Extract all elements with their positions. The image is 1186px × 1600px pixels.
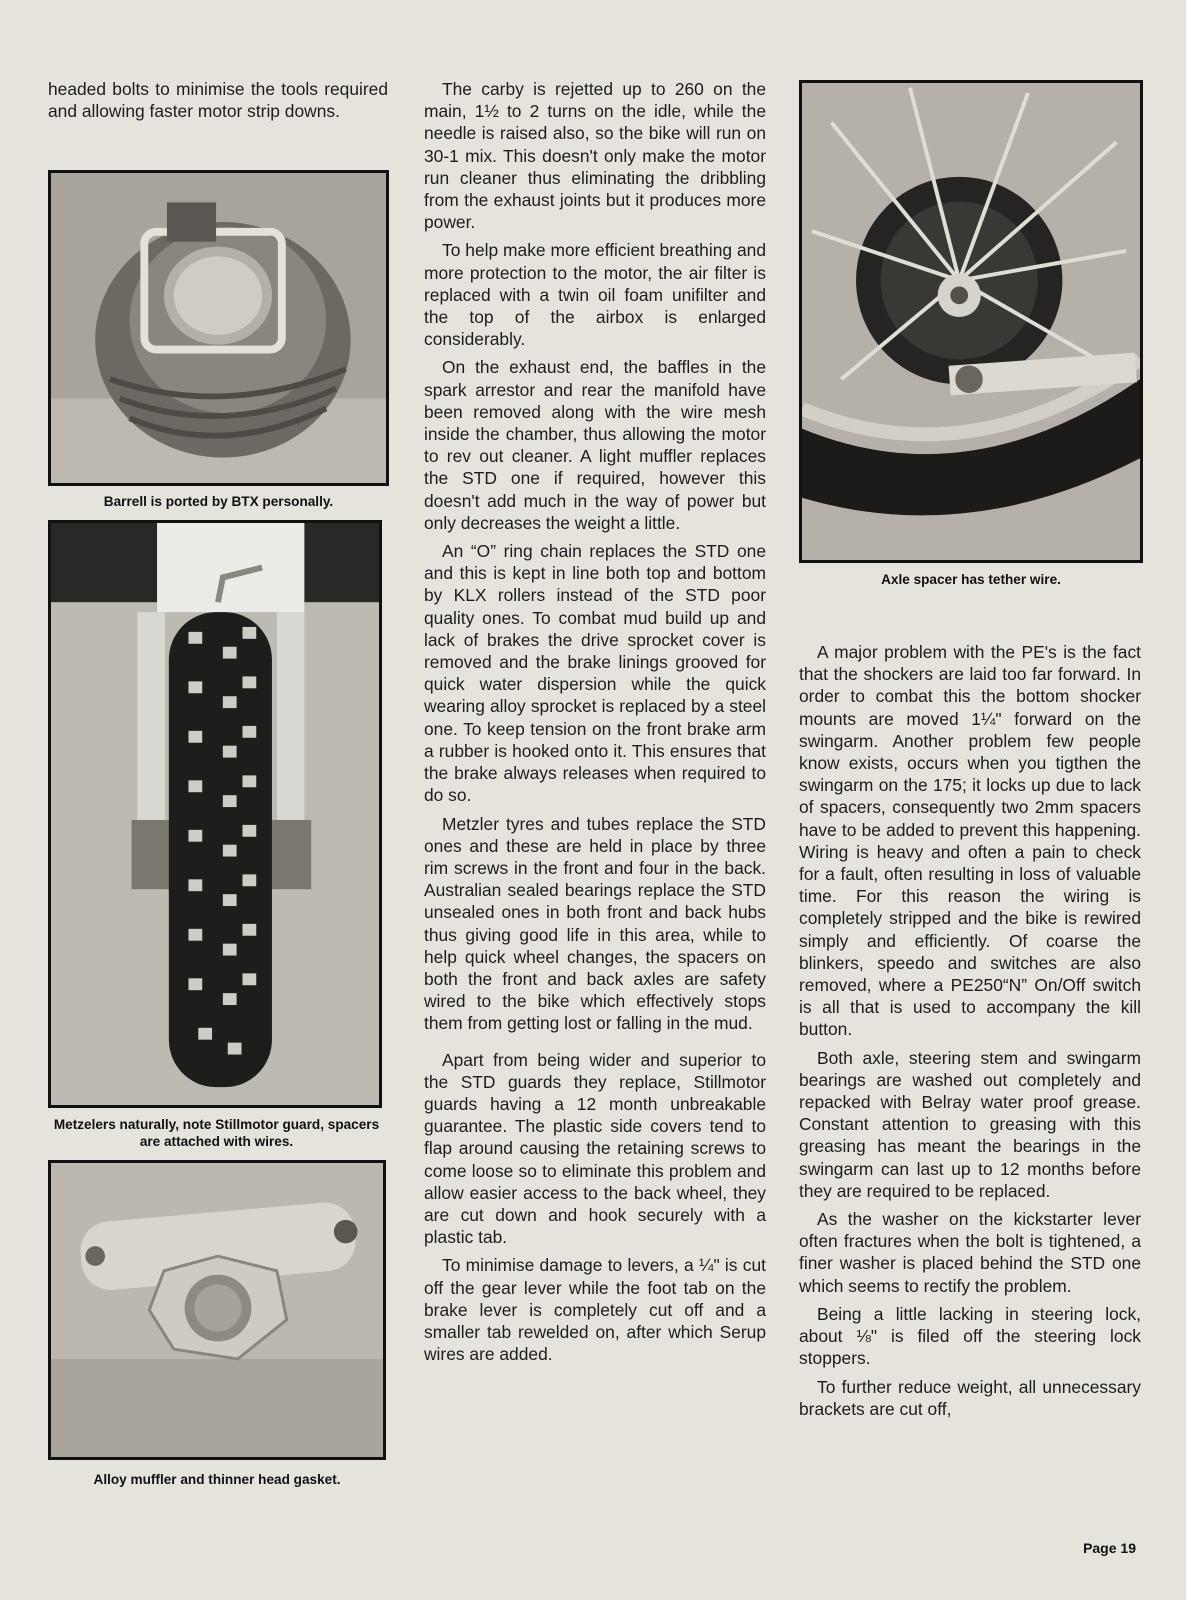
front-wheel-photo — [48, 520, 382, 1108]
column-2 — [424, 78, 766, 1371]
col2-paragraph-5: Metzler tyres and tubes replace the STD ones and these are held in place by three rim screws in the front and four in the back. Australian sealed bearings replace the STD unsealed ones in both front and back hubs thus giving good life in this area, while to help quick wheel changes, the spacers on both the front and back axles are safety wired to the bike which effectively stops them from getting lost or falling in the mud. — [424, 813, 766, 1034]
axle-photo — [799, 80, 1143, 563]
col2-paragraph-7: To minimise damage to levers, a ¼" is cut off the gear lever while the foot tab on the brake lever is completely cut off and a smaller tab rewelded on, after which Serup wires are added. — [424, 1255, 766, 1365]
column-3 — [799, 641, 1141, 1426]
col3-paragraph-2: Both axle, steering stem and swingarm bearings are washed out completely and repacked with Belray water proof grease. Constant attention to greasing with this greasing has meant the bearings in the swingarm can last up to 12 months before they are required to be replaced. — [799, 1047, 1141, 1201]
col3-paragraph-3: As the washer on the kickstarter lever often fractures when the bolt is tightened, a finer washer is placed behind the STD one which seems to rectify the problem. — [799, 1209, 1141, 1296]
page-number: Page 19 — [1083, 1540, 1136, 1556]
col2-paragraph-1: The carby is rejetted up to 260 on the main, 1½ to 2 turns on the idle, while the needle is raised also, so the bike will run on 30-1 mix. This doesn't only make the motor run cleaner thus eliminating the dribbling from the exhaust joints but it produces more power. — [424, 79, 766, 233]
col3-paragraph-1: A major problem with the PE's is the fact that the shockers are laid too far forward. In order to combat this the bottom shocker mounts are moved 1¼" forward on the swingarm. Another problem few people know exists, occurs when you tigthen the swingarm on the 175; it locks up due to lack of spacers, consequently two 2mm spacers have to be added to prevent this happening. Wiring is heavy and often a pain to check for a fault, often resulting in loss of valuable time. For this reason the wiring is completely stripped and the bike is rewired simply and efficiently. Of coarse the blinkers, speedo and switches are also removed, where a PE250“N” On/Off switch is all that is used to accompany the kill button. — [799, 642, 1141, 1040]
muffler-caption: Alloy muffler and thinner head gasket. — [93, 1472, 341, 1487]
muffler-photo — [48, 1160, 386, 1460]
column-1 — [48, 78, 388, 128]
col1-paragraph-1: headed bolts to minimise the tools required and allowing faster motor strip downs. — [48, 79, 388, 122]
col2-paragraph-3: On the exhaust end, the baffles in the spark arrestor and rear the manifold have been removed along with the wire mesh inside the chamber, thus allowing the motor to rev out cleaner. A light muffler replaces the STD one if required, however this doesn't add much in the way of power but only decreases the weight a little. — [424, 357, 766, 533]
col3-paragraph-5: To further reduce weight, all unnecessary brackets are cut off, — [799, 1376, 1141, 1419]
col2-paragraph-2: To help make more efficient breathing and more protection to the motor, the air filter is replaced with a twin oil foam unifilter and the top of the airbox is enlarged considerably. — [424, 240, 766, 350]
barrel-caption: Barrell is ported by BTX personally. — [103, 494, 334, 509]
axle-caption: Axle spacer has tether wire. — [881, 572, 1061, 587]
col2-paragraph-4: An “O” ring chain replaces the STD one and this is kept in line both top and bottom by KLX rollers instead of the STD poor quality ones. To combat mud build up and lack of brakes the drive sprocket cover is removed and the brake linings grooved for quick water dispersion while the quick wearing alloy sprocket is replaced by a steel one. To keep tension on the front brake arm a rubber is hooked onto it. This ensures that the brake always releases when required to do so. — [424, 541, 766, 806]
col3-paragraph-4: Being a little lacking in steering lock, about ⅛" is filed off the steering lock stoppers. — [799, 1303, 1141, 1369]
col2-paragraph-6: Apart from being wider and superior to the STD guards they replace, Stillmotor guards having a 12 month unbreakable guarantee. The plastic side covers tend to flap around causing the retaining screws to come loose so to eliminate this problem and allow easier access to the back wheel, they are cut down and hook securely with a plastic tab. — [424, 1049, 766, 1248]
metzelers-caption: Metzelers naturally, note Stillmotor guard, spacers are attached with wires. — [53, 1117, 380, 1149]
barrel-photo — [48, 170, 389, 486]
